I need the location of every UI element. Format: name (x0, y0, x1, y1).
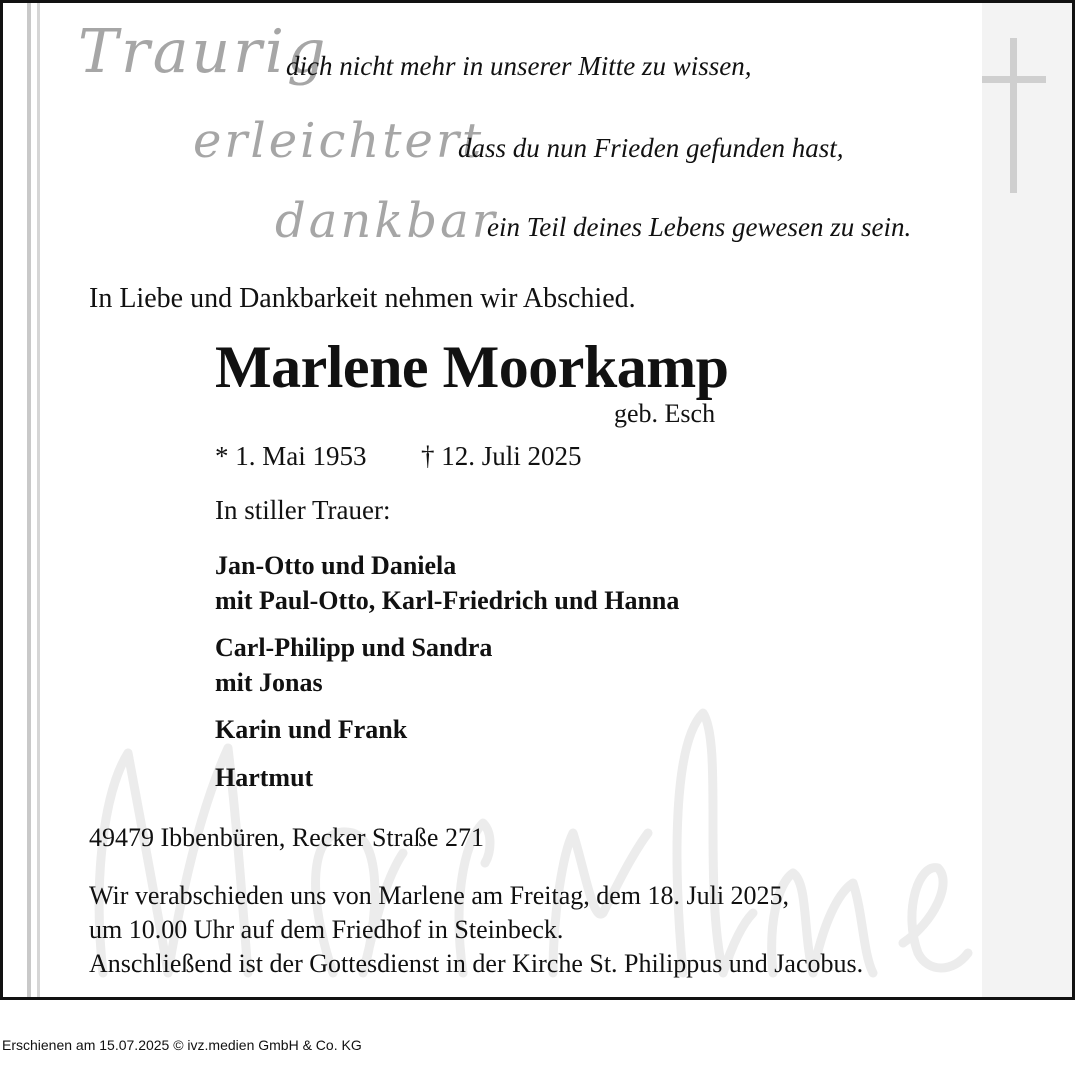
verse-script-word: dankbar (275, 193, 498, 249)
intro-text: In Liebe und Dankbarkeit nehmen wir Abschied. (89, 283, 636, 314)
death-date: † 12. Juli 2025 (421, 441, 582, 471)
verse-line: dass du nun Frieden gefunden hast, (458, 133, 844, 163)
deceased-name: Marlene Moorkamp (215, 334, 729, 400)
side-panel (982, 3, 1072, 997)
maiden-name: geb. Esch (614, 399, 716, 428)
funeral-info-line: um 10.00 Uhr auf dem Friedhof in Steinbeck. (89, 915, 564, 944)
mourner-line: Hartmut (215, 763, 314, 792)
verse-line: ein Teil deines Lebens gewesen zu sein. (487, 212, 912, 242)
mourners-heading: In stiller Trauer: (215, 495, 391, 525)
verse-script-word: erleichtert (193, 113, 485, 169)
birth-date: * 1. Mai 1953 (215, 441, 367, 471)
decorative-rule (27, 3, 31, 997)
address: 49479 Ibbenbüren, Recker Straße 271 (89, 823, 484, 852)
publication-footer: Erschienen am 15.07.2025 © ivz.medien GmbH & Co. KG (2, 1037, 362, 1053)
mourner-line: Jan-Otto und Daniela (215, 551, 457, 580)
verse-script-word: Traurig (78, 17, 329, 87)
mourner-line: Karin und Frank (215, 715, 408, 744)
verse-line: dich nicht mehr in unserer Mitte zu wissen, (286, 51, 752, 81)
mourner-line: mit Paul-Otto, Karl-Friedrich und Hanna (215, 586, 680, 615)
funeral-info-line: Wir verabschieden uns von Marlene am Freitag, dem 18. Juli 2025, (89, 881, 790, 910)
mourner-line: Carl-Philipp und Sandra (215, 633, 493, 662)
funeral-info-line: Anschließend ist der Gottesdienst in der Kirche St. Philippus und Jacobus. (89, 949, 864, 978)
mourner-line: mit Jonas (215, 668, 323, 697)
